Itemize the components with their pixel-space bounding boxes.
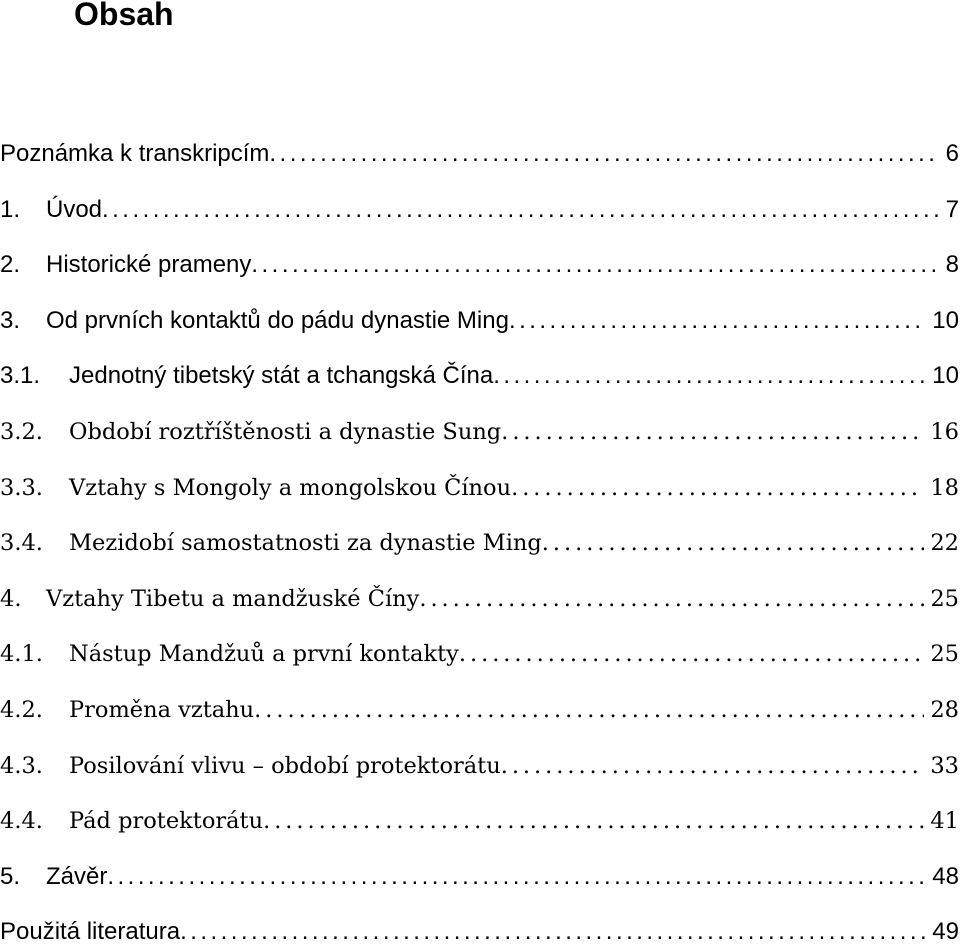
toc-entry-number: 1.	[0, 195, 21, 223]
toc-dot-leader	[542, 523, 925, 563]
toc-entry-number: 4.4.	[0, 808, 43, 835]
toc-entry-number: 4.	[0, 585, 22, 612]
toc-dot-leader	[511, 468, 924, 508]
toc-dot-leader	[459, 634, 924, 674]
toc-entry-number: 3.2.	[0, 419, 43, 445]
toc-entry[interactable]	[0, 634, 959, 674]
toc-entry-page-number: 28	[930, 697, 959, 723]
toc-entry-number: 4.2.	[0, 697, 43, 723]
toc-entry-page-number: 25	[930, 641, 959, 668]
toc-dot-leader	[509, 301, 926, 341]
toc-entry-number: 4.1.	[0, 641, 43, 668]
toc-entry-page-number: 10	[932, 306, 959, 334]
toc-entry[interactable]	[0, 468, 959, 508]
toc-entry-page-number: 33	[930, 752, 959, 779]
toc-entry[interactable]	[0, 412, 959, 452]
toc-entry[interactable]	[0, 912, 959, 952]
toc-entry-title: Vztahy Tibetu a mandžuské Číny	[46, 585, 420, 612]
toc-entry-title: Mezidobí samostatnosti za dynastie Ming	[69, 530, 542, 557]
toc-entry-title: Vztahy s Mongoly a mongolskou Čínou	[69, 474, 512, 501]
toc-entry-title: Úvod	[46, 195, 103, 223]
toc-entry-page-number: 7	[945, 195, 959, 223]
toc-entry-number: 3.3.	[0, 474, 43, 501]
toc-dot-leader	[254, 690, 924, 730]
toc-entry-page-number: 16	[930, 419, 959, 445]
toc-entry-page-number: 8	[945, 251, 959, 279]
toc-entry[interactable]	[0, 523, 959, 563]
toc-entry[interactable]	[0, 690, 959, 730]
toc-entry-page-number: 49	[932, 918, 959, 946]
toc-entry-number: 5.	[0, 862, 21, 890]
toc-entry-title: Jednotný tibetský stát a tchangská Čína	[69, 362, 494, 390]
toc-entry-page-number: 25	[930, 585, 959, 612]
toc-entry-number: 3.4.	[0, 530, 43, 557]
toc-entry[interactable]	[0, 746, 959, 786]
toc-entry-title: Od prvních kontaktů do pádu dynastie Ming	[46, 306, 509, 334]
toc-entry-page-number: 22	[930, 530, 959, 557]
toc-dot-leader	[501, 746, 925, 786]
toc-entry[interactable]	[0, 301, 959, 341]
toc-dot-leader	[180, 912, 926, 952]
toc-entry-title: Pád protektorátu	[69, 808, 264, 835]
toc-entry-page-number: 48	[932, 862, 959, 890]
toc-entry[interactable]	[0, 356, 959, 396]
toc-dot-leader	[269, 134, 939, 174]
toc-entry[interactable]	[0, 801, 959, 841]
toc-entry[interactable]	[0, 245, 959, 285]
toc-entry[interactable]	[0, 134, 959, 174]
toc-entry-page-number: 10	[932, 362, 959, 390]
toc-entry-title: Nástup Mandžuů a první kontakty	[69, 641, 459, 668]
toc-dot-leader	[501, 412, 924, 452]
toc-dot-leader	[251, 245, 939, 285]
toc-entry-page-number: 6	[945, 140, 959, 167]
toc-entry-title: Historické prameny	[46, 251, 252, 279]
toc-entry-title: Posilování vlivu – období protektorátu	[69, 752, 501, 779]
toc-entry-title: Použitá literatura	[0, 918, 181, 946]
toc-entry-number: 4.3.	[0, 752, 43, 779]
toc-entry[interactable]	[0, 190, 959, 230]
toc-entry[interactable]	[0, 579, 959, 619]
toc-entry-page-number: 18	[930, 474, 959, 501]
toc-dot-leader	[263, 801, 924, 841]
toc-entry-title: Proměna vztahu	[69, 697, 255, 723]
toc-entry-title: Období roztříštěnosti a dynastie Sung	[69, 419, 502, 445]
toc-entry-page-number: 41	[930, 808, 959, 835]
toc-dot-leader	[493, 356, 926, 396]
toc-entry-title: Závěr	[46, 862, 108, 890]
toc-entry-number: 3.1.	[0, 362, 41, 390]
toc-entry-number: 3.	[0, 306, 21, 334]
toc-dot-leader	[102, 190, 940, 230]
page-title: Obsah	[74, 0, 174, 32]
toc-dot-leader	[107, 857, 926, 897]
toc-entry-number: 2.	[0, 251, 21, 279]
toc-entry-title: Poznámka k transkripcím	[0, 140, 270, 167]
toc-entry[interactable]	[0, 857, 959, 897]
toc-dot-leader	[419, 579, 924, 619]
